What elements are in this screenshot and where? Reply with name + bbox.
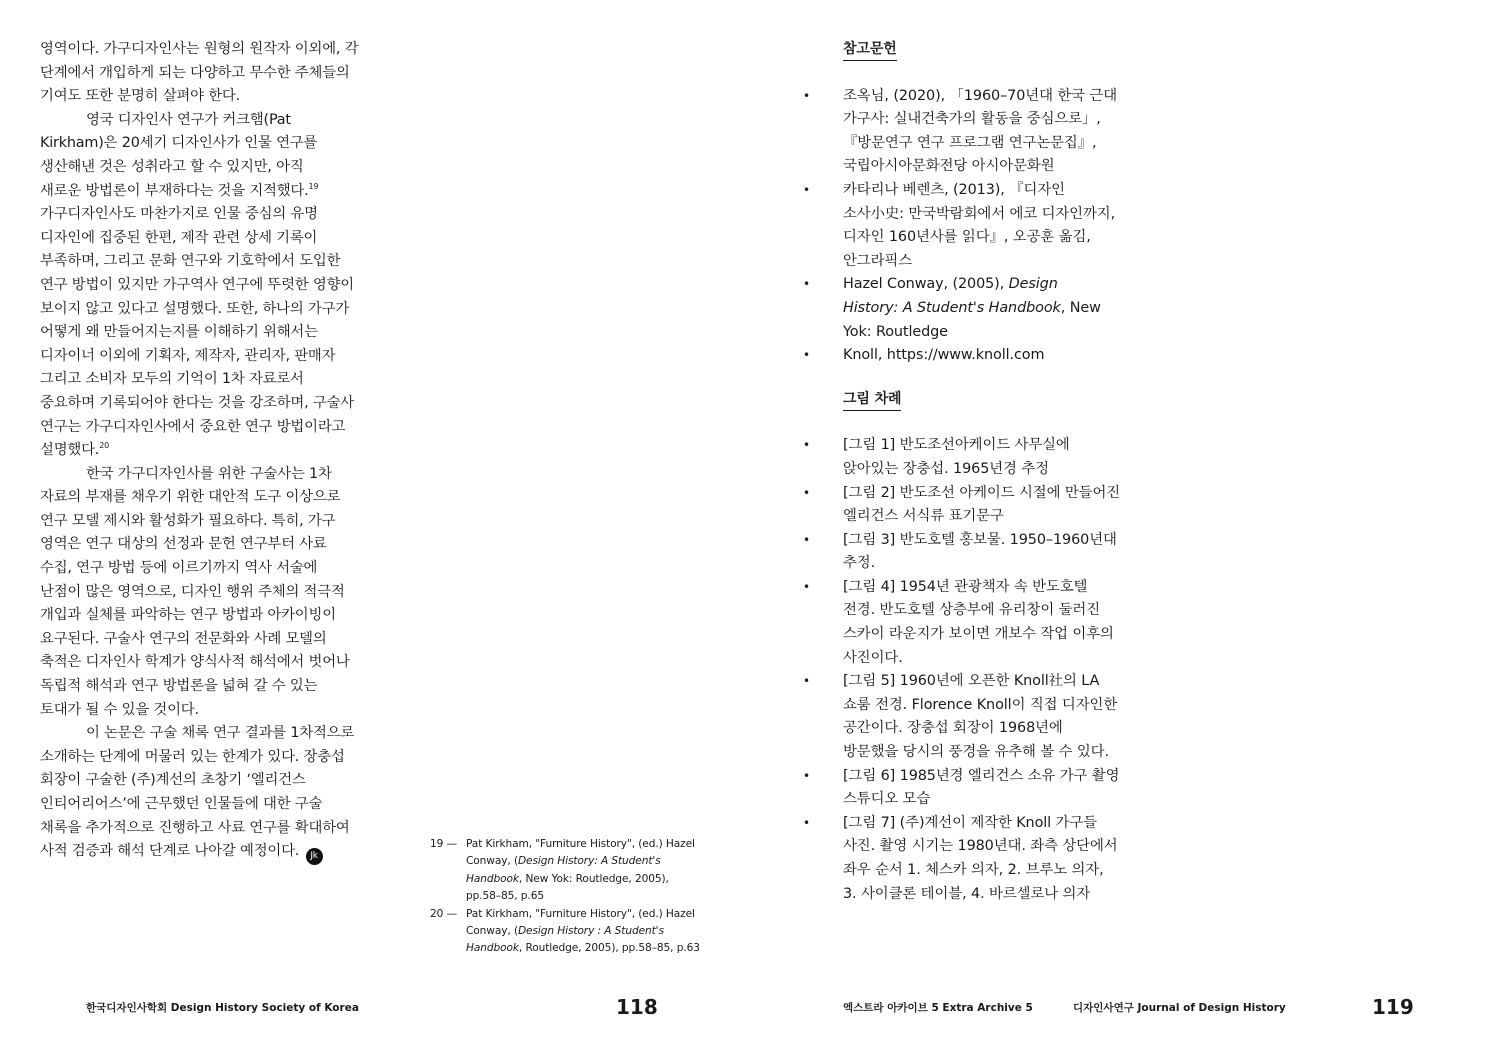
text-line: 『방문연구 연구 프로그램 연구논문집』,	[843, 134, 1097, 151]
text-line-content: Hazel Conway, (2005),	[843, 276, 1009, 293]
text-line: 소개하는 단계에 머물러 있는 한계가 있다. 장충섭	[40, 748, 345, 765]
text-line: [그림 5] 1960년에 오픈한 Knoll社의 LA	[843, 673, 1100, 690]
bullet-icon: •	[803, 768, 810, 783]
text-line: 그리고 소비자 모두의 기억이 1차 자료로서	[40, 371, 304, 388]
text-line: 기여도 또한 분명히 살펴야 한다.	[40, 88, 240, 105]
text-line: 개입과 실체를 파악하는 연구 방법과 아카이빙이	[40, 607, 336, 624]
footnote-number: 20 —	[430, 907, 458, 920]
footnote-italic: Design History: A Student's	[518, 855, 661, 868]
text-line: 앉아있는 장충섭. 1965년경 추정	[843, 460, 1049, 477]
footnote-ref-20[interactable]: 20	[99, 441, 109, 451]
text-line: 영역은 연구 대상의 선정과 문헌 연구부터 사료	[40, 536, 327, 553]
right-footer-series: 엑스트라 아카이브 5 Extra Archive 5	[843, 1002, 1033, 1014]
bullet-icon: •	[803, 88, 810, 103]
text-line: 요구된다. 구술사 연구의 전문화와 사례 모델의	[40, 630, 327, 647]
text-line: 추정.	[843, 555, 876, 572]
references-section	[803, 38, 1143, 368]
text-line-content: 사적 검증과 해석 단계로 나아갈 예정이다.	[40, 843, 300, 860]
figures-list	[803, 434, 1143, 906]
text-line: 어떻게 왜 만들어지는지를 이해하기 위해서는	[40, 324, 318, 341]
text-line: 좌우 순서 1. 체스카 의자, 2. 브루노 의자,	[843, 862, 1104, 878]
text-line: 사진이다.	[843, 649, 903, 666]
footnote-text: , New Yok: Routledge, 2005),	[518, 872, 669, 885]
text-line: Knoll, https://www.knoll.com	[843, 347, 1045, 364]
text-line-content: , New	[1060, 299, 1101, 316]
list-item	[803, 765, 1143, 812]
text-line: 부족하며, 그리고 문화 연구와 기호학에서 도입한	[40, 253, 341, 270]
text-line: 인티어리어스’에 근무했던 인물들에 대한 구술	[40, 796, 323, 812]
bullet-icon: •	[803, 485, 810, 500]
text-line: 연구 방법이 있지만 가구역사 연구에 뚜렷한 영향이	[40, 276, 354, 293]
text-line: 조옥님, (2020), 「1960–70년대 한국 근대	[843, 87, 1118, 104]
text-line: 디자이너 이외에 기획자, 제작자, 관리자, 판매자	[40, 347, 336, 364]
left-footer-label: 한국디자인사학회 Design History Society of Korea	[86, 1002, 359, 1014]
text-line: 토대가 될 수 있을 것이다.	[40, 701, 199, 718]
text-line: 회장이 구술한 (주)계선의 초창기 ‘엘리건스	[40, 772, 306, 789]
italic-title: History: A Student's Handbook	[843, 299, 1061, 316]
text-line-content: 설명했다.	[40, 442, 100, 459]
list-item	[803, 179, 1143, 273]
list-item	[803, 434, 1143, 481]
text-line: 방문했을 당시의 풍경을 유추해 볼 수 있다.	[843, 744, 1109, 761]
text-line: 공간이다. 장충섭 회장이 1968년에	[843, 720, 1063, 737]
text-line: 가구사: 실내건축가의 활동을 중심으로」,	[843, 111, 1101, 128]
text-line: 엘리건스 서식류 표기문구	[843, 508, 1004, 525]
paragraph-3	[40, 463, 370, 723]
right-page-number: 119	[1372, 995, 1414, 1019]
footnote-line	[466, 871, 720, 888]
list-item	[803, 529, 1143, 576]
text-line: [그림 3] 반도호텔 홍보물. 1950–1960년대	[843, 531, 1117, 548]
paragraph-4	[40, 722, 370, 865]
text-line: 연구 모델 제시와 활성화가 필요하다. 특히, 가구	[40, 512, 336, 529]
text-line-content: 새로운 방법론이 부재하다는 것을 지적했다.	[40, 182, 309, 199]
text-line	[40, 439, 370, 463]
text-line: 영국 디자인사 연구가 커크햄(Pat	[86, 111, 291, 128]
text-line: 단계에서 개입하게 되는 다양하고 무수한 주체들의	[40, 64, 350, 81]
text-line: 한국 가구디자인사를 위한 구술사는 1차	[86, 465, 332, 482]
footnote-italic: Design History : A Student's	[518, 925, 664, 938]
text-line: 스카이 라운지가 보이면 개보수 작업 이후의	[843, 626, 1114, 643]
text-line: 보이지 않고 있다고 설명했다. 또한, 하나의 가구가	[40, 300, 350, 317]
bullet-icon: •	[803, 579, 810, 594]
footnote-text: Conway, (	[466, 925, 518, 938]
footnote-italic: Handbook	[466, 942, 519, 955]
text-line: 생산해낸 것은 성취라고 할 수 있지만, 아직	[40, 158, 304, 175]
list-item	[803, 812, 1143, 906]
text-line: 수집, 연구 방법 등에 이르기까지 역사 서술에	[40, 560, 318, 577]
list-item	[803, 482, 1143, 529]
text-line: 가구디자인사도 마찬가지로 인물 중심의 유명	[40, 206, 318, 223]
list-item	[803, 670, 1143, 764]
text-line: [그림 7] (주)계선이 제작한 Knoll 가구들	[843, 814, 1097, 831]
footnote-line	[466, 923, 720, 940]
left-body-text	[40, 38, 370, 865]
text-line: 난점이 많은 영역으로, 디자인 행위 주체의 적극적	[40, 583, 345, 600]
bullet-icon: •	[803, 532, 810, 547]
text-line: 자료의 부재를 채우기 위한 대안적 도구 이상으로	[40, 489, 341, 506]
text-line: [그림 4] 1954년 관광책자 속 반도호텔	[843, 578, 1088, 595]
paragraph-2	[40, 109, 370, 463]
left-page-number: 118	[616, 995, 658, 1019]
list-item	[803, 344, 1143, 368]
italic-title: Design	[1008, 276, 1058, 293]
figures-heading: 그림 차례	[843, 389, 901, 411]
text-line: 카타리나 베렌츠, (2013), 『디자인	[843, 181, 1065, 198]
text-line: 연구는 가구디자인사에서 중요한 연구 방법이라고	[40, 418, 346, 435]
footnote-italic: Handbook	[466, 872, 519, 885]
bullet-icon: •	[803, 348, 810, 363]
text-line: 사진. 촬영 시기는 1980년대. 좌측 상단에서	[843, 838, 1118, 855]
bullet-icon: •	[803, 674, 810, 689]
footnote-19	[430, 836, 720, 906]
references-list	[803, 85, 1143, 368]
bullet-icon: •	[803, 182, 810, 197]
figures-section	[803, 388, 1143, 906]
text-line: 이 논문은 구술 채록 연구 결과를 1차적으로	[86, 725, 355, 742]
text-line	[40, 840, 370, 865]
footnote-ref-19[interactable]: 19	[308, 181, 319, 191]
footnote-line: Pat Kirkham, "Furniture History", (ed.) Hazel	[466, 838, 695, 850]
references-heading: 참고문헌	[843, 39, 897, 61]
footnote-text: Conway, (	[466, 855, 518, 868]
text-line: [그림 6] 1985년경 엘리건스 소유 가구 촬영	[843, 767, 1120, 784]
footnote-line: Pat Kirkham, "Furniture History", (ed.) Hazel	[466, 907, 695, 920]
bullet-icon: •	[803, 277, 810, 292]
text-line: [그림 1] 반도조선아케이드 사무실에	[843, 437, 1070, 454]
text-line: [그림 2] 반도조선 아케이드 시절에 만들어진	[843, 484, 1121, 501]
list-item	[803, 85, 1143, 179]
text-line: 축적은 디자인사 학계가 양식사적 해석에서 벗어나	[40, 654, 350, 671]
text-line: 소사小史: 만국박람회에서 에코 디자인까지,	[843, 205, 1116, 222]
text-line: Yok: Routledge	[843, 323, 948, 340]
text-line: 3. 사이클론 테이블, 4. 바르셀로나 의자	[843, 885, 1091, 902]
right-column	[803, 38, 1143, 926]
text-line: 디자인 160년사를 읽다』, 오공훈 옮김,	[843, 229, 1091, 246]
text-line	[843, 273, 1143, 297]
footnote-text: , Routledge, 2005), pp.58–85, p.63	[518, 942, 700, 955]
bullet-icon: •	[803, 438, 810, 453]
footnote-line	[466, 853, 720, 870]
text-line: 쇼룸 전경. Florence Knoll이 직접 디자인한	[843, 696, 1118, 713]
end-mark-icon: Jk	[306, 848, 323, 865]
bullet-icon: •	[803, 815, 810, 830]
footnotes	[430, 836, 720, 958]
text-line	[843, 297, 1143, 321]
text-line: 독립적 해석과 연구 방법론을 넓혀 갈 수 있는	[40, 678, 318, 695]
text-line: 국립아시아문화전당 아시아문화원	[843, 158, 1055, 175]
list-item	[803, 576, 1143, 670]
footnote-line: pp.58–85, p.65	[466, 890, 544, 903]
footnote-number: 19 —	[430, 838, 458, 850]
text-line	[40, 180, 370, 204]
text-line: 영역이다. 가구디자인사는 원형의 원작자 이외에, 각	[40, 41, 359, 57]
paragraph-1	[40, 38, 370, 109]
footnote-line	[466, 940, 720, 957]
text-line: 중요하며 기록되어야 한다는 것을 강조하며, 구술사	[40, 394, 354, 411]
text-line: 채록을 추가적으로 진행하고 사료 연구를 확대하여	[40, 819, 350, 836]
text-line: Kirkham)은 20세기 디자인사가 인물 연구를	[40, 135, 318, 152]
text-line: 전경. 반도호텔 상층부에 유리창이 둘러진	[843, 602, 1100, 619]
list-item	[803, 273, 1143, 344]
text-line: 안그라픽스	[843, 252, 913, 269]
footnote-20	[430, 906, 720, 958]
right-footer-journal: 디자인사연구 Journal of Design History	[1073, 1002, 1286, 1014]
text-line: 스튜디오 모습	[843, 791, 931, 808]
text-line: 디자인에 집중된 한편, 제작 관련 상세 기록이	[40, 229, 318, 246]
